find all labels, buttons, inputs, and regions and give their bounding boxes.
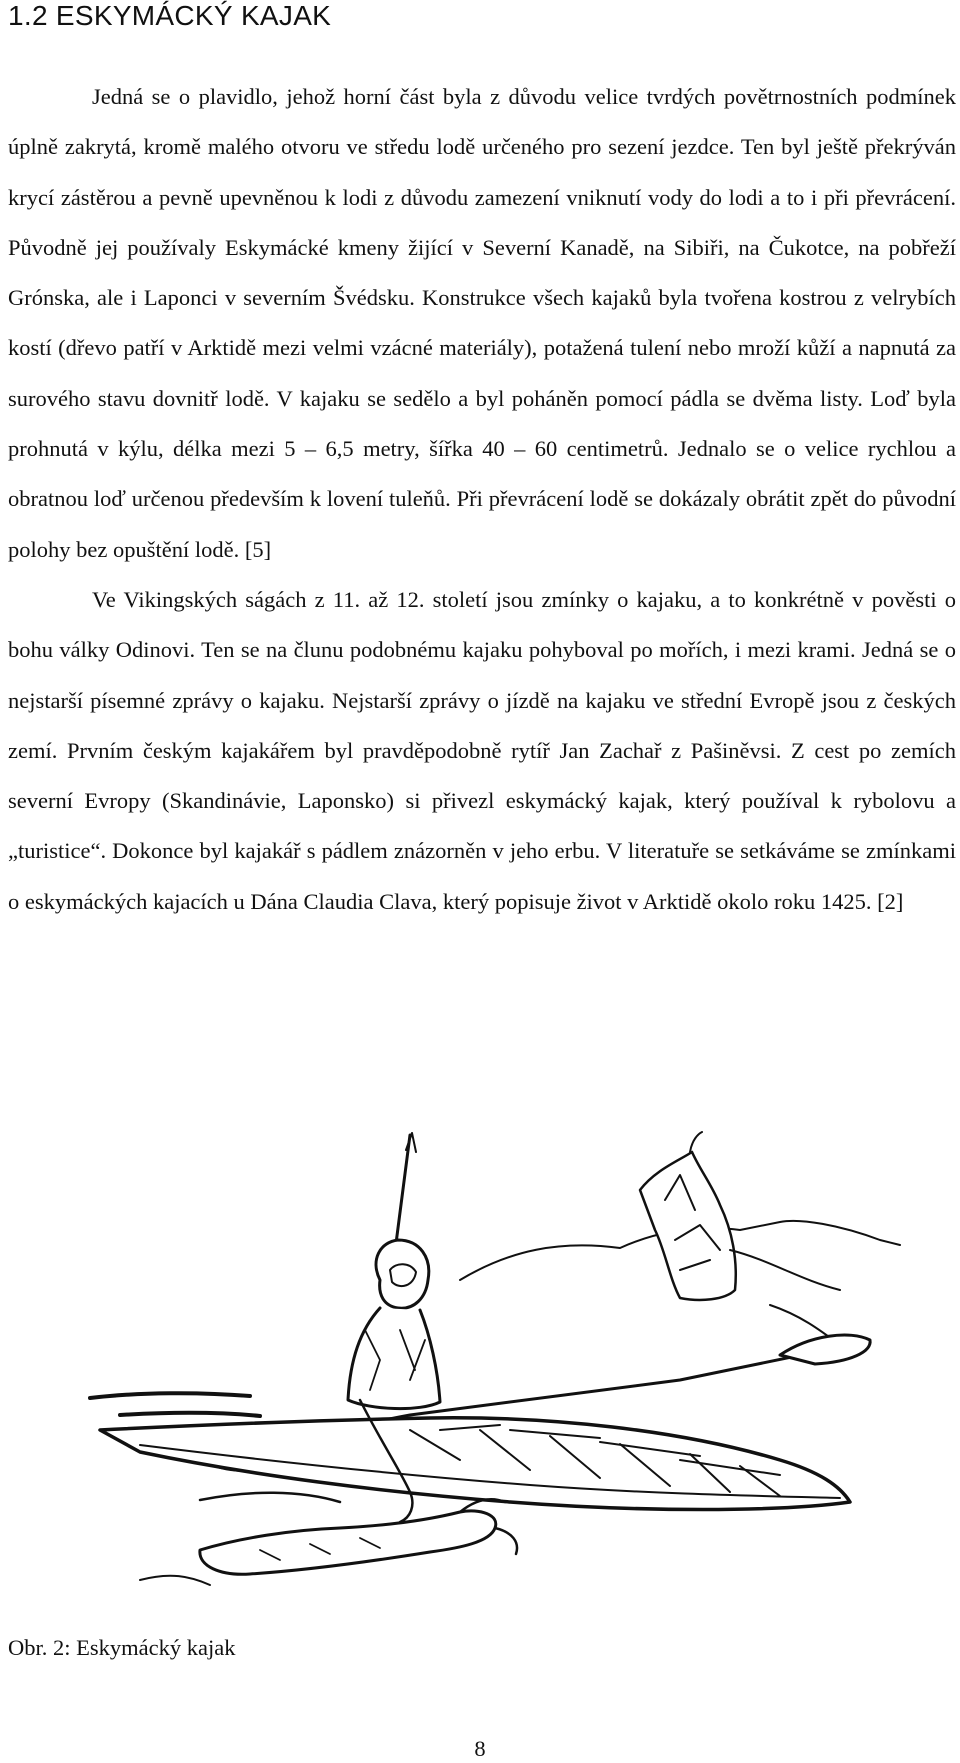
page-number: 8 <box>474 1736 486 1761</box>
kayak-illustration <box>80 1130 950 1600</box>
section-heading: 1.2 ESKYMÁCKÝ KAJAK <box>8 0 332 31</box>
paragraph-1: Jedná se o plavidlo, jehož horní část byla z důvodu velice tvrdých povětrnostních podmínek úplně zakrytá, kromě malého otvoru ve středu lodě určeného pro sezení jezdce. Ten byl ještě překrýván krycí zástěrou a pevně upevněnou k lodi z důvodu zamezení vniknutí vody do lodi a to i při převrácení. Původně jej používaly Eskymácké kmeny žijící v Severní Kanadě, na Sibiři, na Čukotce, na pobřeží Grónska, ale i Laponci v severním Švédsku. Konstrukce všech kajaků byla tvořena kostrou z velrybích kostí (dřevo patří v Arktidě mezi velmi vzácné materiály), potažená tulení nebo mroží kůží a napnutá za surového stavu dovnitř lodě. V kajaku se sedělo a byl poháněn pomocí pádla se dvěma listy. Loď byla prohnutá v kýlu, délka mezi 5 – 6,5 metry, šířka 40 – 60 centimetrů. Jednalo se o velice rychlou a obratnou loď určenou především k lovení tuleňů. Při převrácení lodě se dokázaly obrátit zpět do původní polohy bez opuštění lodě. [5] <box>8 84 956 562</box>
figure-caption: Obr. 2: Eskymácký kajak <box>8 1635 236 1660</box>
paragraph-2: Ve Vikingských ságách z 11. až 12. století jsou zmínky o kajaku, a to konkrétně v pověsti o bohu války Odinovi. Ten se na člunu podobnému kajaku pohyboval po mořích, i mezi krami. Jedná se o nejstarší písemné zprávy o kajaku. Nejstarší zprávy o jízdě na kajaku ve střední Evropě jsou z českých zemí. Prvním českým kajakářem byl pravděpodobně rytíř Jan Zachař z Pašiněvsi. Z cest po zemích severní Evropy (Skandinávie, Laponsko) si přivezl eskymácký kajak, který používal k rybolovu a „turistice“. Dokonce byl kajakář s pádlem znázorněn v jeho erbu. V literatuře se setkáváme se zmínkami o eskymáckých kajacích u Dána Claudia Clava, který popisuje život v Arktidě okolo roku 1425. [2] <box>8 586 956 914</box>
body-text <box>8 72 956 927</box>
